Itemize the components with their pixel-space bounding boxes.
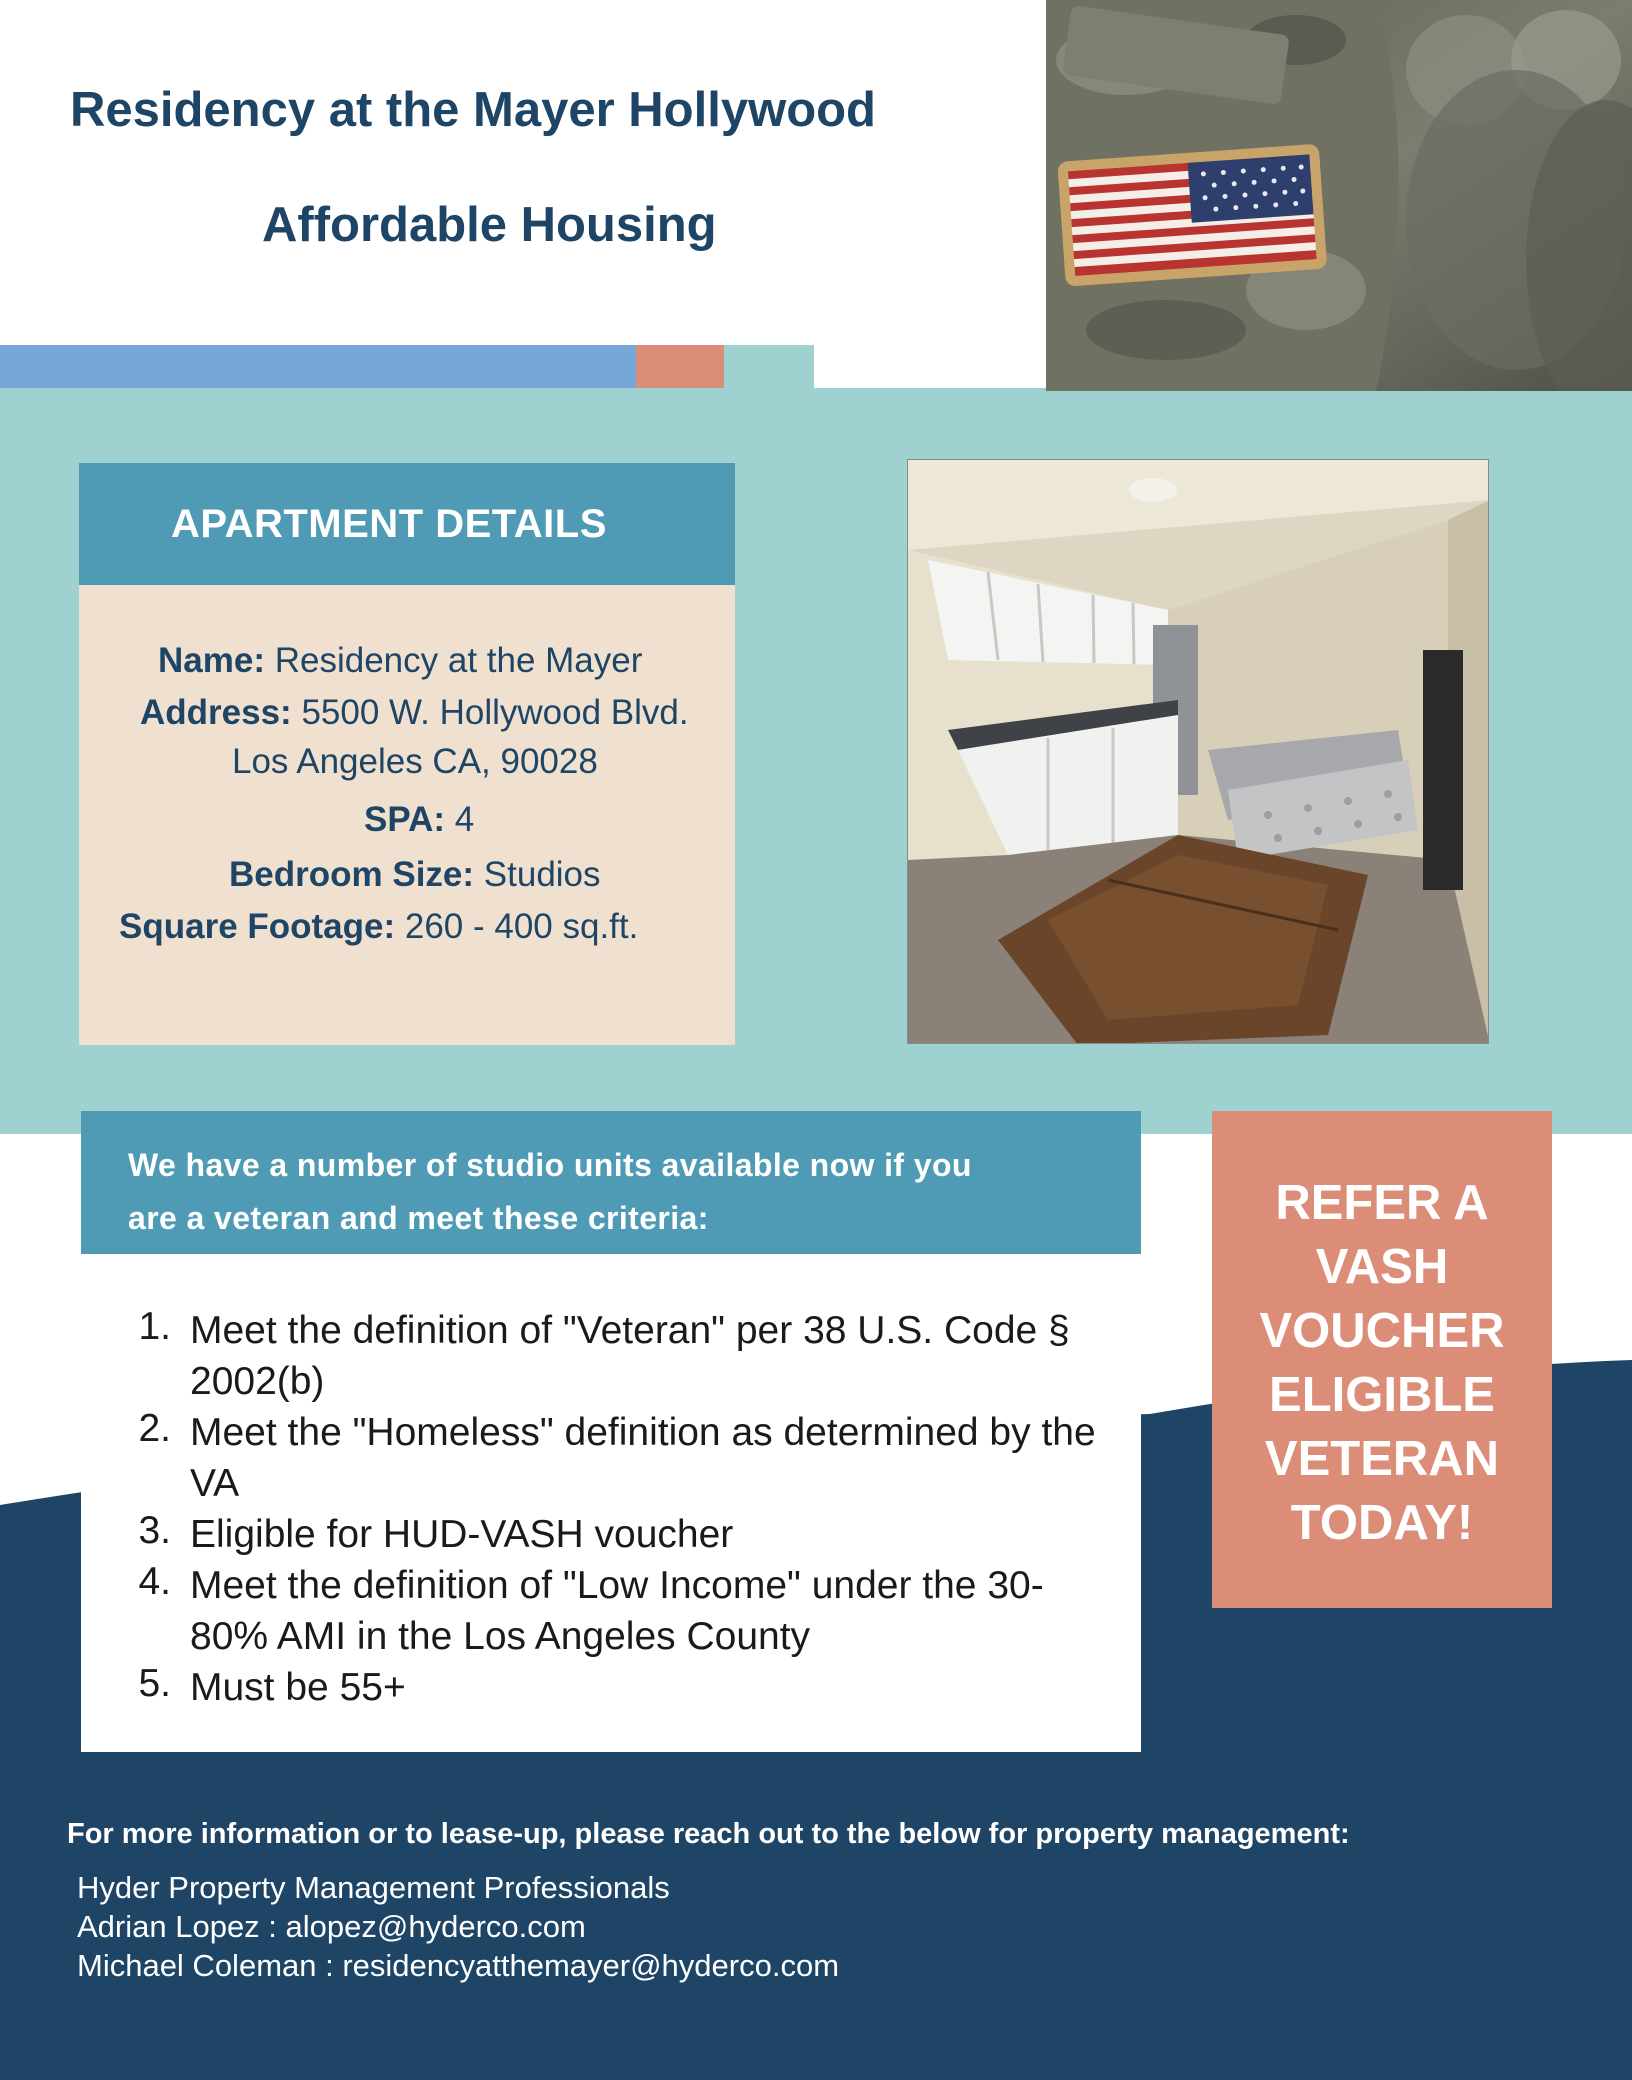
criteria-item-4-text: Meet the definition of "Low Income" under the 30-80% AMI in the Los Angeles County xyxy=(190,1564,1044,1658)
refer-line-3: VOUCHER xyxy=(1259,1304,1505,1358)
criteria-item-4-number: 4. xyxy=(138,1560,171,1603)
criteria-item-1-number: 1. xyxy=(138,1305,171,1348)
accent-bar-blue xyxy=(0,345,636,388)
criteria-item-2-text: Meet the "Homeless" definition as determined by the VA xyxy=(190,1411,1096,1505)
detail-address-value: 5500 W. Hollywood Blvd. xyxy=(301,693,689,732)
refer-veteran-callout xyxy=(1212,1111,1552,1608)
refer-line-1: REFER A xyxy=(1275,1176,1489,1230)
detail-address-row xyxy=(140,693,689,733)
detail-sqft-value: 260 - 400 sq.ft. xyxy=(404,907,639,946)
refer-line-2: VASH xyxy=(1315,1240,1449,1294)
criteria-item-5-text: Must be 55+ xyxy=(190,1666,406,1709)
refer-line-6: TODAY! xyxy=(1290,1496,1474,1550)
accent-bar-coral xyxy=(636,345,724,388)
detail-bedroom-label: Bedroom Size: xyxy=(229,855,475,894)
detail-name-row xyxy=(158,641,642,681)
detail-address-label: Address: xyxy=(140,693,292,732)
criteria-intro-line-1: We have a number of studio units available now if you xyxy=(128,1147,972,1183)
criteria-item-2-number: 2. xyxy=(138,1407,171,1450)
accent-bar-teal xyxy=(724,345,814,388)
refer-line-4: ELIGIBLE xyxy=(1269,1368,1495,1422)
contact-adrian-lopez: Adrian Lopez : alopez@hyderco.com xyxy=(77,1909,586,1944)
contact-michael-coleman: Michael Coleman : residencyatthemayer@hyderco.com xyxy=(77,1948,840,1983)
apartment-details-heading: APARTMENT DETAILS xyxy=(79,463,735,585)
detail-spa-label: SPA: xyxy=(364,800,446,839)
criteria-item-3-number: 3. xyxy=(138,1509,171,1552)
detail-address-city: Los Angeles CA, 90028 xyxy=(232,742,598,781)
contact-company: Hyder Property Management Professionals xyxy=(77,1870,670,1905)
page-title-line-1: Residency at the Mayer Hollywood xyxy=(70,83,876,137)
studio-interior-photo xyxy=(907,459,1489,1044)
refer-line-5: VETERAN xyxy=(1264,1432,1500,1486)
criteria-item-5-number: 5. xyxy=(138,1662,171,1705)
apartment-details-panel xyxy=(79,585,735,1045)
detail-bedroom-row xyxy=(229,855,601,895)
page-title-line-2: Affordable Housing xyxy=(262,198,717,252)
detail-name-label: Name: xyxy=(158,641,265,680)
criteria-intro-line-2: are a veteran and meet these criteria: xyxy=(128,1200,709,1236)
detail-bedroom-value: Studios xyxy=(483,855,601,894)
detail-sqft-row xyxy=(119,907,638,947)
criteria-intro-banner xyxy=(81,1111,1141,1254)
criteria-item-3-text: Eligible for HUD-VASH voucher xyxy=(190,1513,734,1556)
criteria-item-1-text: Meet the definition of "Veteran" per 38 U.S. Code § 2002(b) xyxy=(190,1309,1070,1403)
soldier-flag-patch-photo xyxy=(1046,0,1632,391)
detail-spa-value: 4 xyxy=(454,800,475,839)
criteria-list xyxy=(81,1254,1141,1752)
contact-heading: For more information or to lease-up, please reach out to the below for property management: xyxy=(67,1818,1350,1850)
detail-spa-row xyxy=(364,800,474,840)
detail-name-value: Residency at the Mayer xyxy=(274,641,643,680)
detail-sqft-label: Square Footage: xyxy=(119,907,396,946)
